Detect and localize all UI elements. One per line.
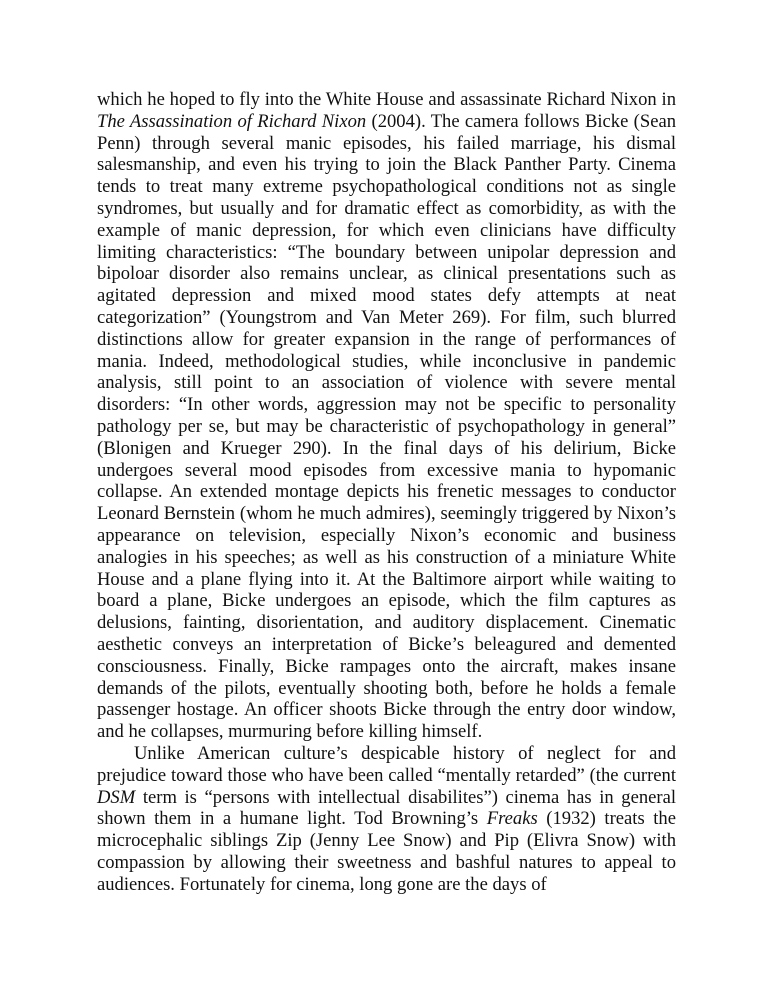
- paragraph-2-text-a: Unlike American culture’s despicable history of neglect for and prejudice toward those who have been called “mentally retarded” (the current: [97, 742, 676, 786]
- paragraph-1-text-a: which he hoped to fly into the White House and assassinate Richard Nixon in: [97, 89, 676, 110]
- paragraph-2: [97, 743, 676, 896]
- page-body: [97, 89, 676, 895]
- film-title-assassination-of-richard-nixon: The Assassination of Richard Nixon: [97, 110, 367, 132]
- film-title-freaks: Freaks: [486, 808, 538, 830]
- paragraph-1-text-b: (2004). The camera follows Bicke (Sean Penn) through several manic episodes, his failed marriage, his dismal salesmanship, and even his trying to join the Black Panther Party. Cinema tends to treat many extreme psychopathological conditions not as single syndromes, but usually and for dramatic effect as comorbidity, as with the example of manic depression, for which even clinicians have difficulty limiting characteristics: “The boundary between unipolar depression and bipoloar disorder also remains unclear, as clinical presentations such as agitated depression and mixed mood states defy attempts at neat categorization” (Youngstrom and Van Meter 269). For film, such blurred distinctions allow for greater expansion in the range of performances of mania. Indeed, methodological studies, while inconclusive in pandemic analysis, still point to an association of violence with severe mental disorders: “In other words, aggression may not be specific to personality pathology per se, but may be characteristic of psychopathology in general” (Blonigen and Krueger 290). In the final days of his delirium, Bicke undergoes several mood episodes from excessive mania to hypomanic collapse. An extended montage depicts his frenetic messages to conductor Leonard Bernstein (whom he much admires), seemingly triggered by Nixon’s appearance on television, especially Nixon’s economic and business analogies in his speeches; as well as his construction of a miniature White House and a plane flying into it. At the Baltimore airport while waiting to board a plane, Bicke undergoes an episode, which the film captures as delusions, fainting, disorientation, and auditory displacement. Cinematic aesthetic conveys an interpretation of Bicke’s beleagured and demented consciousness. Finally, Bicke rampages onto the aircraft, makes insane demands of the pilots, eventually shooting both, before he holds a female passenger hostage. An officer shoots Bicke through the entry door window, and he collapses, murmuring before killing himself.: [97, 110, 676, 743]
- dsm-term: DSM: [97, 786, 136, 808]
- paragraph-2-text-b: term is “persons with intellectual disabilites”) cinema has in general shown them in a humane light. Tod Browning’s: [97, 786, 676, 830]
- paragraph-2-text-c: (1932) treats the microcephalic siblings Zip (Jenny Lee Snow) and Pip (Elivra Snow) with compassion by allowing their sweetness and bashful natures to appeal to audiences. Fortunately for cinema, long gone are the days of: [97, 808, 676, 895]
- paragraph-1: [97, 89, 676, 743]
